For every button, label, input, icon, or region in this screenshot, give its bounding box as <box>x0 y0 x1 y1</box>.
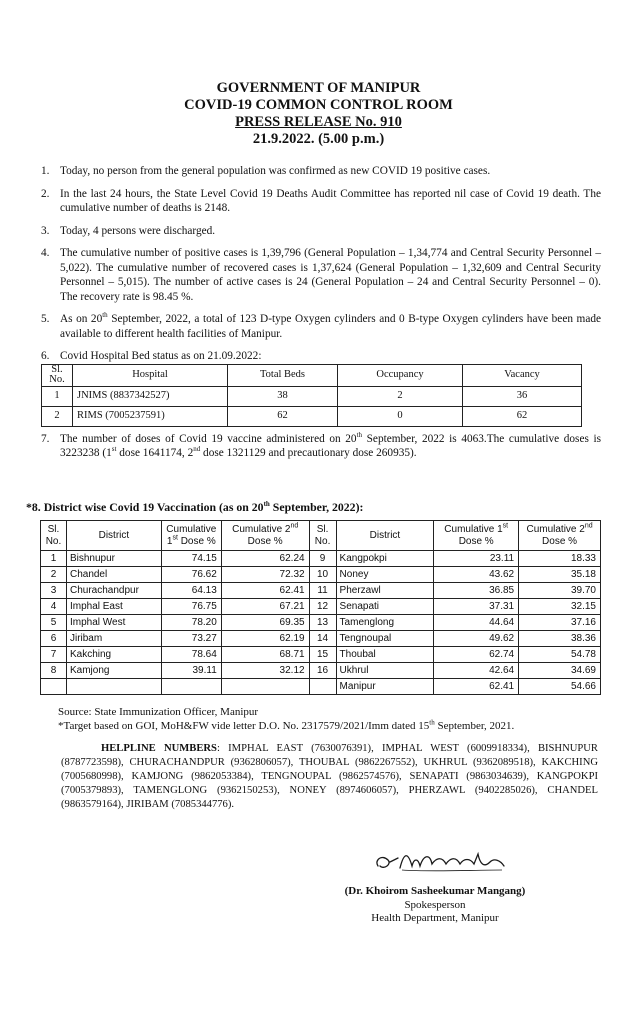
handwritten-signature <box>372 840 512 880</box>
bed-header-hospital: Hospital <box>73 364 228 386</box>
item-2: 2. In the last 24 hours, the State Level Covid 19 Deaths Audit Committee has reported nil case of Covid 19 death. The cumulative number of deaths is 2148. <box>41 187 601 214</box>
table-row: 3 Churachandpur 64.13 62.41 11 Pherzawl 36.85 39.70 <box>41 583 601 599</box>
table-notes <box>58 706 514 733</box>
target-note: *Target based on GOI, MoH&FW vide letter D.O. No. 2317579/2021/Imm dated 15th September, 2021. <box>58 717 515 732</box>
table-row: 5 Imphal West 78.20 69.35 13 Tamenglong 44.64 37.16 <box>41 615 601 631</box>
bed-header-vacancy: Vacancy <box>463 364 582 386</box>
vacc-header-row <box>41 521 601 551</box>
bed-header-total-beds: Total Beds <box>228 364 338 386</box>
vacc-header-dose1-left: Cumulative 1st Dose % <box>161 521 221 551</box>
table-row: 1 JNIMS (8837342527) 38 2 36 <box>42 386 582 406</box>
signatory-name: (Dr. Khoirom Sasheekumar Mangang) <box>344 885 526 897</box>
signatory-block <box>335 885 535 926</box>
district-vaccination-table <box>40 520 601 695</box>
item-1: 1. Today, no person from the general population was confirmed as new COVID 19 positive cases. <box>41 165 491 177</box>
table-row: 8 Kamjong 39.11 32.12 16 Ukhrul 42.64 34.69 <box>41 663 601 679</box>
bed-header-sl: Sl. No. <box>42 364 73 386</box>
header-government: GOVERNMENT OF MANIPUR <box>216 80 421 96</box>
vacc-header-dose2-left: Cumulative 2nd Dose % <box>221 521 309 551</box>
item-4: 4. The cumulative number of positive cases is 1,39,796 (General Population – 1,34,774 and Central Security Personnel – 5,022). The cumulative number of recovered cases is 1,37,624 (General Population – 1,32,609 and Central Security Personnel – 5,015). The number of active cases is 24 (General Population – 24 and Central Security Personnel – 0). The recovery rate is 98.45 %. <box>41 247 601 303</box>
vacc-header-dose2-right: Cumulative 2nd Dose % <box>519 521 601 551</box>
header-press-release-no: PRESS RELEASE No. 910 <box>235 114 402 130</box>
table-row: 4 Imphal East 76.75 67.21 12 Senapati 37.31 32.15 <box>41 599 601 615</box>
vacc-header-sl-left: Sl. No. <box>41 521 67 551</box>
table-row: 2 Chandel 76.62 72.32 10 Noney 43.62 35.18 <box>41 567 601 583</box>
table-row-total: Manipur 62.41 54.66 <box>41 679 601 695</box>
release-items <box>41 164 601 469</box>
header-date-time: 21.9.2022. (5.00 p.m.) <box>252 131 385 147</box>
vacc-header-district-right: District <box>336 521 434 551</box>
helpline-label: HELPLINE NUMBERS <box>101 743 217 754</box>
helpline-text: : IMPHAL EAST (7630076391), IMPHAL WEST (6009918334), BISHNUPUR (8787723598), CHURACHANDPUR (9362806057), THOUBAL (9862267552), UKHRUL (9362089518), KAKCHING (7005680998), KAMJONG (9862053384), TENGNOUPAL (9862574576), SENAPATI (9863034639), KANGPOKPI (7005379893), TAMENGLONG (9362150253), NONEY (8974606057), PHERZAWL (9402285026), CHANDEL (9863579164), JIRIBAM (7085344776). <box>61 743 598 810</box>
vacc-header-sl-right: Sl. No. <box>309 521 336 551</box>
table-row: 6 Jiribam 73.27 62.19 14 Tengnoupal 49.62 38.36 <box>41 631 601 647</box>
signatory-department: Health Department, Manipur <box>371 912 499 924</box>
table-row: 1 Bishnupur 74.15 62.24 9 Kangpokpi 23.11 18.33 <box>41 551 601 567</box>
source-note: Source: State Immunization Officer, Manipur <box>58 706 259 718</box>
bed-header-occupancy: Occupancy <box>338 364 463 386</box>
item-5: 5. As on 20th September, 2022, a total of 123 D-type Oxygen cylinders and 0 B-type Oxygen cylinders have been made available to different health facilities of Manipur. <box>41 311 601 340</box>
header-control-room: COVID-19 COMMON CONTROL ROOM <box>184 97 453 113</box>
item-6: 6. Covid Hospital Bed status as on 21.09.2022: <box>41 350 262 362</box>
item-7: 7. The number of doses of Covid 19 vaccine administered on 20th September, 2022 is 4063.The cumulative doses is 3223238 (1st dose 1641174, 2nd dose 1321129 and precautionary dose 260935). <box>41 430 602 459</box>
vacc-header-district-left: District <box>66 521 161 551</box>
document-header <box>0 80 637 148</box>
item-3: 3. Today, 4 persons were discharged. <box>41 224 216 237</box>
table-row: 7 Kakching 78.64 68.71 15 Thoubal 62.74 54.78 <box>41 647 601 663</box>
vacc-header-dose1-right: Cumulative 1st Dose % <box>434 521 519 551</box>
table-row: 2 RIMS (7005237591) 62 0 62 <box>42 406 582 426</box>
section-8-heading: *8. District wise Covid 19 Vaccination (as on 20th September, 2022): <box>26 500 364 514</box>
signatory-designation: Spokesperson <box>404 898 466 911</box>
helpline-numbers <box>61 742 598 812</box>
hospital-bed-table <box>41 364 582 427</box>
